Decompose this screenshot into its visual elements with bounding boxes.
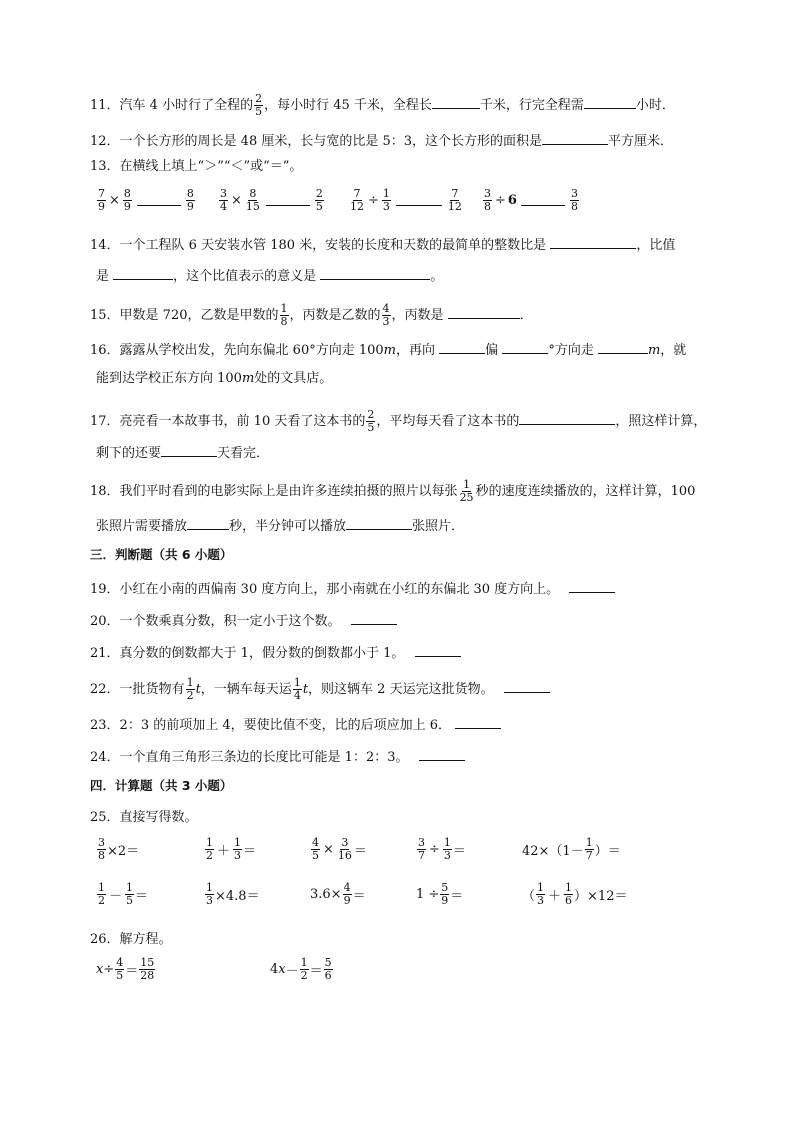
numerator: 1 bbox=[382, 187, 390, 200]
numerator: 1 bbox=[206, 881, 213, 894]
question-number: 15． bbox=[90, 308, 120, 323]
denominator: 5 bbox=[255, 105, 263, 118]
numerator: 3 bbox=[341, 836, 349, 849]
fraction bbox=[254, 93, 263, 118]
equation-2 bbox=[270, 957, 334, 982]
question-text: ，比值 bbox=[636, 238, 676, 253]
question-number: 25． bbox=[90, 810, 120, 825]
calc-item-5 bbox=[522, 837, 621, 862]
answer-blank[interactable] bbox=[415, 642, 461, 657]
numerator: 4 bbox=[382, 302, 390, 315]
question-number: 13． bbox=[90, 159, 120, 174]
fraction bbox=[366, 409, 375, 434]
answer-blank[interactable] bbox=[432, 94, 480, 109]
compare-blank[interactable] bbox=[137, 195, 181, 206]
calc-item-3 bbox=[310, 837, 367, 862]
question-text: ，丙数是 bbox=[391, 308, 444, 323]
question-text: 天看完． bbox=[217, 446, 270, 461]
denominator: 2 bbox=[206, 849, 213, 862]
equals-sign: ＝ bbox=[450, 889, 464, 904]
numerator: 2 bbox=[367, 408, 375, 421]
question-text: °方向走 bbox=[548, 343, 594, 358]
equation-1 bbox=[96, 957, 156, 982]
question-20 bbox=[90, 610, 397, 631]
section-heading-calculation: 四．计算题（共 3 小题） bbox=[90, 778, 233, 793]
denominator: 25 bbox=[459, 491, 474, 504]
question-text: 解方程。 bbox=[119, 932, 172, 947]
answer-blank[interactable] bbox=[419, 746, 465, 761]
question-text: 甲数是 720，乙数是甲数的 bbox=[119, 308, 279, 323]
answer-blank[interactable] bbox=[519, 410, 615, 425]
numerator: 1 bbox=[126, 881, 134, 894]
question-text: 一批货物有 bbox=[119, 682, 185, 697]
calc-item-8 bbox=[310, 882, 366, 907]
numerator: 3 bbox=[570, 187, 578, 200]
question-16 bbox=[90, 339, 686, 360]
question-text: 处的文具店。 bbox=[254, 371, 333, 386]
numerator: 5 bbox=[441, 881, 449, 894]
fraction bbox=[280, 303, 289, 328]
fraction bbox=[382, 303, 391, 328]
numerator: 2 bbox=[315, 187, 323, 200]
denominator: 3 bbox=[234, 849, 242, 862]
question-text: 秒的速度连续播放的，这样计算，100 bbox=[475, 484, 696, 499]
answer-blank[interactable] bbox=[439, 339, 485, 354]
fraction bbox=[139, 957, 155, 982]
question-24 bbox=[90, 746, 465, 767]
question-text: 2：3 的前项加上 4，要使比值不变，比的后项应加上 6． bbox=[119, 718, 452, 733]
fraction bbox=[219, 188, 228, 213]
operator: ÷ bbox=[495, 193, 506, 208]
answer-blank[interactable] bbox=[504, 678, 550, 693]
operator: － bbox=[285, 964, 299, 979]
expression-text: ×4.8＝ bbox=[215, 889, 260, 904]
fraction bbox=[311, 837, 320, 862]
denominator: 16 bbox=[337, 849, 352, 862]
denominator: 2 bbox=[186, 689, 194, 702]
answer-blank[interactable] bbox=[161, 442, 217, 457]
answer-blank[interactable] bbox=[346, 515, 412, 530]
question-18 bbox=[90, 479, 695, 504]
answer-blank[interactable] bbox=[187, 515, 229, 530]
unit: m bbox=[241, 371, 255, 386]
question-21 bbox=[90, 642, 461, 663]
variable: x bbox=[278, 962, 286, 977]
denominator: 15 bbox=[245, 200, 260, 213]
question-number: 18． bbox=[90, 484, 120, 499]
denominator: 9 bbox=[343, 894, 351, 907]
question-number: 19． bbox=[90, 582, 120, 597]
numerator: 1 bbox=[537, 881, 545, 894]
fraction bbox=[343, 882, 352, 907]
question-25 bbox=[90, 809, 198, 827]
question-number: 16． bbox=[90, 343, 120, 358]
answer-blank[interactable] bbox=[584, 94, 636, 109]
answer-blank[interactable] bbox=[351, 610, 397, 625]
fraction bbox=[97, 882, 106, 907]
question-text: ，再向 bbox=[396, 343, 436, 358]
denominator: 8 bbox=[280, 315, 288, 328]
question-text: 张照片． bbox=[412, 519, 465, 534]
denominator: 5 bbox=[315, 200, 323, 213]
calc-item-7 bbox=[204, 882, 260, 907]
denominator: 9 bbox=[441, 894, 449, 907]
question-14-cont bbox=[96, 265, 443, 286]
question-text: 小红在小南的西偏南 30 度方向上，那小南就在小红的东偏北 30 度方向上。 bbox=[119, 582, 560, 597]
denominator: 6 bbox=[324, 969, 332, 982]
answer-blank[interactable] bbox=[113, 265, 173, 280]
fraction bbox=[483, 188, 492, 213]
question-text: ，照这样计算， bbox=[615, 414, 707, 429]
denominator: 5 bbox=[116, 969, 124, 982]
question-13 bbox=[90, 158, 302, 176]
question-text: 剩下的还要 bbox=[96, 446, 162, 461]
denominator: 3 bbox=[537, 894, 545, 907]
expression-text: （ bbox=[522, 889, 536, 904]
denominator: 5 bbox=[126, 894, 134, 907]
numerator: 1 bbox=[186, 676, 194, 689]
denominator: 8 bbox=[570, 200, 578, 213]
fraction bbox=[382, 188, 391, 213]
question-text: ，每小时行 45 千米，全程长 bbox=[264, 98, 432, 113]
answer-blank[interactable] bbox=[550, 234, 636, 249]
question-text: ． bbox=[519, 308, 533, 323]
calc-item-1 bbox=[96, 837, 139, 862]
question-number: 20． bbox=[90, 614, 120, 629]
numerator: 1 bbox=[585, 836, 593, 849]
denominator: 6 bbox=[565, 894, 573, 907]
expression-text: ）＝ bbox=[594, 844, 621, 859]
fraction bbox=[233, 837, 242, 862]
question-text: 露露从学校出发，先向东偏北 60°方向走 100 bbox=[119, 343, 384, 358]
answer-blank[interactable] bbox=[502, 339, 548, 354]
equals-sign: ＝ bbox=[243, 844, 257, 859]
compare-item-2 bbox=[218, 188, 325, 213]
equals-sign: ＝ bbox=[353, 844, 367, 859]
fraction bbox=[459, 479, 475, 504]
calc-item-10 bbox=[522, 882, 627, 907]
variable: x bbox=[96, 962, 104, 977]
calc-item-9 bbox=[416, 882, 463, 907]
operator: × bbox=[231, 193, 242, 208]
calc-item-6 bbox=[96, 882, 148, 907]
question-text: 我们平时看到的电影实际上是由许多连续拍摄的照片以每张 bbox=[119, 484, 458, 499]
equals-sign: ＝ bbox=[135, 889, 149, 904]
fraction bbox=[564, 882, 573, 907]
expression-text: 3.6× bbox=[310, 887, 342, 902]
compare-blank[interactable] bbox=[396, 195, 442, 206]
denominator: 8 bbox=[484, 200, 491, 213]
denominator: 3 bbox=[443, 849, 451, 862]
operator: － bbox=[109, 889, 123, 904]
denominator: 9 bbox=[123, 200, 131, 213]
question-text: 真分数的倒数都大于 1，假分数的倒数都小于 1。 bbox=[119, 646, 405, 661]
fraction bbox=[417, 837, 426, 862]
question-text: 一个直角三角形三条边的长度比可能是 1：2：3。 bbox=[119, 750, 409, 765]
expression-text: 1 ÷ bbox=[416, 887, 440, 902]
denominator: 7 bbox=[418, 849, 425, 862]
fraction bbox=[300, 957, 309, 982]
question-11 bbox=[90, 93, 675, 118]
operator: × bbox=[109, 193, 120, 208]
denominator: 3 bbox=[382, 315, 390, 328]
answer-blank[interactable] bbox=[598, 339, 648, 354]
question-text: 亮亮看一本故事书，前 10 天看了这本书的 bbox=[119, 414, 366, 429]
question-text: 直接写得数。 bbox=[119, 810, 198, 825]
answer-blank[interactable] bbox=[320, 265, 430, 280]
numerator: 1 bbox=[293, 676, 301, 689]
operator: ÷ bbox=[103, 962, 115, 977]
operand: 6 bbox=[507, 193, 517, 208]
fraction bbox=[337, 837, 353, 862]
denominator: 4 bbox=[220, 200, 227, 213]
question-16-cont bbox=[96, 370, 332, 388]
numerator: 4 bbox=[116, 956, 124, 969]
question-number: 23． bbox=[90, 718, 120, 733]
answer-blank[interactable] bbox=[448, 304, 520, 319]
numerator: 1 bbox=[98, 881, 105, 894]
numerator: 3 bbox=[484, 187, 491, 200]
fraction bbox=[97, 837, 106, 862]
numerator: 3 bbox=[98, 836, 105, 849]
denominator: 3 bbox=[206, 894, 213, 907]
question-text: 在横线上填上“＞”“＜”或“＝”。 bbox=[119, 159, 303, 174]
question-text: 是 bbox=[96, 269, 110, 284]
fraction bbox=[123, 188, 132, 213]
question-text: ，丙数是乙数的 bbox=[289, 308, 381, 323]
question-text: ，就 bbox=[660, 343, 687, 358]
fraction bbox=[186, 677, 195, 702]
numerator: 1 bbox=[565, 881, 573, 894]
fraction bbox=[349, 188, 365, 213]
fraction bbox=[585, 837, 594, 862]
denominator: 3 bbox=[382, 200, 390, 213]
denominator: 28 bbox=[140, 969, 155, 982]
question-number: 11． bbox=[90, 98, 120, 113]
fraction bbox=[443, 837, 452, 862]
denominator: 9 bbox=[98, 200, 105, 213]
numerator: 1 bbox=[300, 956, 308, 969]
question-15 bbox=[90, 303, 533, 328]
fraction bbox=[245, 188, 261, 213]
denominator: 9 bbox=[186, 200, 194, 213]
question-text: 能到达学校正东方向 100 bbox=[96, 371, 242, 386]
question-text: 汽车 4 小时行了全程的 bbox=[119, 98, 254, 113]
denominator: 5 bbox=[312, 849, 319, 862]
compare-item-4 bbox=[482, 188, 580, 213]
question-text: 。 bbox=[430, 269, 444, 284]
numerator: 1 bbox=[234, 836, 242, 849]
denominator: 8 bbox=[98, 849, 105, 862]
denominator: 5 bbox=[367, 421, 375, 434]
fraction bbox=[205, 882, 214, 907]
unit: t bbox=[195, 682, 201, 697]
question-text: 一个长方形的周长是 48 厘米，长与宽的比是 5：3，这个长方形的面积是 bbox=[119, 134, 543, 149]
operator: ÷ bbox=[429, 842, 440, 857]
numerator: 2 bbox=[255, 92, 263, 105]
question-text: 一个数乘真分数，积一定小于这个数。 bbox=[119, 614, 341, 629]
question-19 bbox=[90, 578, 615, 599]
answer-blank[interactable] bbox=[542, 130, 608, 145]
denominator: 12 bbox=[447, 200, 462, 213]
question-text: 小时． bbox=[635, 98, 675, 113]
compare-blank[interactable] bbox=[266, 195, 310, 206]
question-text: ，平均每天看了这本书的 bbox=[376, 414, 520, 429]
unit: m bbox=[383, 343, 396, 358]
section-heading-judgment: 三．判断题（共 6 小题） bbox=[90, 547, 233, 562]
operator: × bbox=[323, 842, 334, 857]
fraction bbox=[97, 188, 106, 213]
question-text: ，这个比值表示的意义是 bbox=[173, 269, 317, 284]
unit: m bbox=[647, 343, 661, 358]
question-text: 一个工程队 6 天安装水管 180 米，安装的长度和天数的最简单的整数比是 bbox=[119, 238, 547, 253]
compare-item-1 bbox=[96, 188, 196, 213]
question-17-cont bbox=[96, 442, 269, 463]
question-number: 14． bbox=[90, 238, 120, 253]
numerator: 1 bbox=[206, 836, 213, 849]
numerator: 4 bbox=[312, 836, 319, 849]
numerator: 1 bbox=[443, 836, 451, 849]
fraction bbox=[125, 882, 134, 907]
question-number: 26． bbox=[90, 932, 120, 947]
denominator: 7 bbox=[585, 849, 593, 862]
question-22 bbox=[90, 677, 550, 702]
numerator: 5 bbox=[324, 956, 332, 969]
question-number: 21． bbox=[90, 646, 120, 661]
fraction bbox=[447, 188, 463, 213]
question-14 bbox=[90, 234, 675, 255]
calc-item-2 bbox=[204, 837, 256, 862]
compare-blank[interactable] bbox=[521, 195, 565, 206]
numerator: 7 bbox=[353, 187, 361, 200]
compare-item-3 bbox=[348, 188, 464, 213]
question-number: 12． bbox=[90, 134, 120, 149]
fraction bbox=[205, 837, 214, 862]
fraction bbox=[315, 188, 324, 213]
question-17 bbox=[90, 409, 706, 434]
denominator: 12 bbox=[350, 200, 364, 213]
question-number: 24． bbox=[90, 750, 120, 765]
answer-blank[interactable] bbox=[569, 578, 615, 593]
question-26 bbox=[90, 931, 172, 949]
operator: ÷ bbox=[368, 193, 379, 208]
fraction bbox=[115, 957, 124, 982]
question-text: 偏 bbox=[485, 343, 499, 358]
numerator: 8 bbox=[186, 187, 194, 200]
question-text: ，则这辆车 2 天运完这批货物。 bbox=[308, 682, 494, 697]
question-23 bbox=[90, 714, 501, 735]
fraction bbox=[536, 882, 545, 907]
equals-sign: ＝ bbox=[352, 889, 366, 904]
denominator: 2 bbox=[98, 894, 105, 907]
question-12 bbox=[90, 130, 673, 151]
question-text: 平方厘米． bbox=[608, 134, 674, 149]
denominator: 2 bbox=[300, 969, 308, 982]
expression-text: ）×12＝ bbox=[574, 889, 628, 904]
denominator: 4 bbox=[293, 689, 301, 702]
operator: ＋ bbox=[217, 844, 231, 859]
equals-sign: ＝ bbox=[452, 844, 466, 859]
question-number: 22． bbox=[90, 682, 120, 697]
fraction bbox=[293, 677, 302, 702]
answer-blank[interactable] bbox=[455, 714, 501, 729]
numerator: 8 bbox=[123, 187, 131, 200]
equals-sign: ＝ bbox=[125, 964, 139, 979]
fraction bbox=[440, 882, 449, 907]
question-text: 张照片需要播放 bbox=[96, 519, 188, 534]
fraction bbox=[186, 188, 195, 213]
expression-text: ×2＝ bbox=[107, 844, 140, 859]
numerator: 3 bbox=[418, 836, 425, 849]
calc-item-4 bbox=[416, 837, 466, 862]
question-text: 秒，半分钟可以播放 bbox=[229, 519, 347, 534]
numerator: 7 bbox=[451, 187, 459, 200]
numerator: 4 bbox=[343, 881, 351, 894]
numerator: 1 bbox=[280, 302, 288, 315]
numerator: 8 bbox=[249, 187, 257, 200]
expression-text: 42×（1－ bbox=[522, 844, 584, 859]
equals-sign: ＝ bbox=[309, 964, 323, 979]
question-text: 千米，行完全程需 bbox=[479, 98, 584, 113]
operator: ＋ bbox=[548, 889, 562, 904]
numerator: 3 bbox=[220, 187, 227, 200]
question-18-cont bbox=[96, 515, 464, 536]
fraction bbox=[570, 188, 579, 213]
coefficient: 4 bbox=[270, 962, 279, 977]
numerator: 15 bbox=[140, 956, 155, 969]
unit: t bbox=[302, 682, 309, 697]
numerator: 1 bbox=[463, 478, 471, 491]
fraction bbox=[324, 957, 333, 982]
question-number: 17． bbox=[90, 414, 120, 429]
question-text: ，一辆车每天运 bbox=[200, 682, 292, 697]
numerator: 7 bbox=[98, 187, 105, 200]
